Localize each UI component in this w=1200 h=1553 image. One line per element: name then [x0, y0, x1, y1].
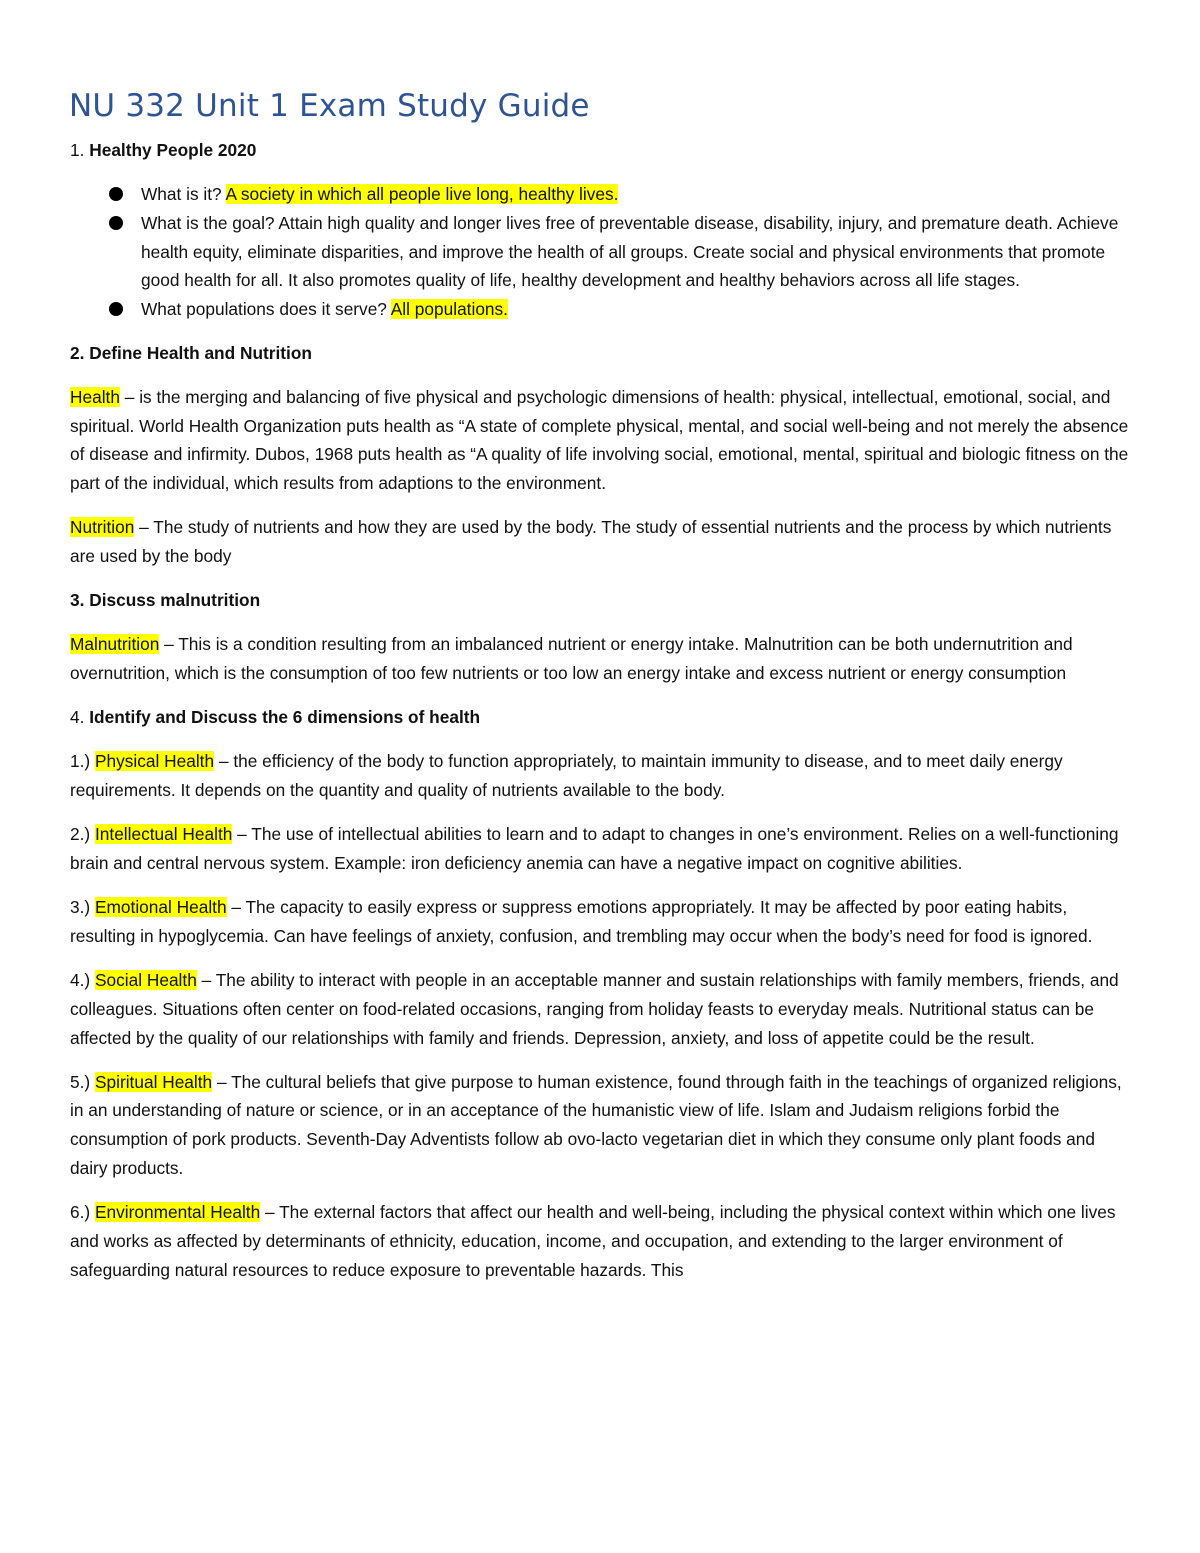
dimension-item: [70, 1198, 1135, 1284]
list-item: [70, 295, 1135, 324]
list-item: [70, 180, 1135, 209]
malnutrition-definition: [70, 630, 1135, 687]
question-text: What populations does it serve?: [141, 299, 387, 320]
dimension-number: 5.): [70, 1071, 91, 1092]
highlighted-term: Health: [70, 386, 120, 407]
highlighted-term: Environmental Health: [94, 1202, 261, 1223]
highlighted-term: Social Health: [94, 970, 197, 991]
section-1-title: Healthy People 2020: [89, 140, 257, 160]
dimension-number: 6.): [70, 1202, 91, 1223]
health-definition: [70, 383, 1135, 498]
highlighted-term: Spiritual Health: [94, 1071, 213, 1092]
section-3-heading: 3. Discuss malnutrition: [70, 590, 261, 611]
dimension-item: [70, 820, 1135, 877]
dimension-item: [70, 893, 1135, 950]
definition-text: – The ability to interact with people in an acceptable manner and sustain relationships with family members, friends, and colleagues. Situations often center on food-related occasions, ranging from holiday feasts to everyday meals. Nutritional status can be affected by the quality of our relationships with family and friends. Depression, anxiety, and loss of appetite could be the result.: [70, 970, 1119, 1048]
definition-text: – This is a condition resulting from an imbalanced nutrient or energy intake. Malnutrition can be both undernutrition and overnutrition, which is the consumption of too few nutrients or too low an energy intake and excess nutrient or energy consumption: [70, 634, 1073, 684]
highlighted-term: Nutrition: [70, 517, 135, 538]
definition-text: – The use of intellectual abilities to learn and to adapt to changes in one’s environment. Relies on a well-functioning brain and central nervous system. Example: iron deficiency anemia can have a negative impact on cognitive abilities.: [70, 824, 1119, 874]
section-2-heading: 2. Define Health and Nutrition: [70, 342, 312, 363]
document-body: [70, 136, 1135, 1300]
section-1-heading: [70, 136, 1135, 165]
definition-text: – The cultural beliefs that give purpose to human existence, found through faith in the teachings of organized religions, in an understanding of nature or science, or in an acceptance of the humanistic view of life. Islam and Judaism religions forbid the consumption of pork products. Seventh-Day Adventists follow ab ovo-lacto vegetarian diet in which they consume only plant foods and dairy products.: [70, 1071, 1122, 1178]
dimension-number: 4.): [70, 970, 91, 991]
section-1-number: 1.: [70, 140, 85, 160]
bullet-icon: [109, 187, 123, 201]
bullet-icon: [109, 302, 123, 316]
highlighted-term: Physical Health: [94, 751, 215, 772]
highlighted-answer: A society in which all people live long, healthy lives.: [225, 184, 619, 205]
definition-text: – The study of nutrients and how they are used by the body. The study of essential nutrients and the process by which nutrients are used by the body: [70, 517, 1112, 566]
healthy-people-list: [70, 180, 1135, 324]
dimension-number: 3.): [70, 897, 91, 918]
dimension-item: [70, 966, 1135, 1052]
question-text: What is the goal?: [141, 212, 275, 233]
dimension-number: 1.): [70, 751, 91, 772]
question-text: What is it?: [141, 184, 222, 205]
nutrition-definition: [70, 513, 1135, 570]
highlighted-term: Malnutrition: [70, 634, 160, 655]
section-4-number: 4.: [70, 707, 85, 728]
dimension-number: 2.): [70, 824, 91, 845]
section-4-title: Identify and Discuss the 6 dimensions of health: [89, 707, 481, 728]
highlighted-term: Intellectual Health: [94, 824, 233, 845]
definition-text: – is the merging and balancing of five physical and psychologic dimensions of health: physical, intellectual, emotional, social, and spiritual. World Health Organization puts health as “A state of complete physical, mental, and social well-being and not merely the absence of disease and infirmity. Dubos, 1968 puts health as “A quality of life involving social, emotional, mental, spiritual and biologic fitness on the part of the individual, which results from adaptions to the environment.: [70, 386, 1129, 494]
bullet-icon: [109, 216, 123, 230]
document-title: NU 332 Unit 1 Exam Study Guide: [69, 88, 590, 124]
section-4-heading: [70, 703, 1135, 732]
dimension-item: [70, 747, 1135, 804]
dimension-item: [70, 1068, 1135, 1183]
definition-text: – The external factors that affect our health and well-being, including the physical context within which one lives and works as affected by determinants of ethnicity, education, income, and occupation, and extending to the larger environment of safeguarding natural resources to reduce exposure to preventable hazards. This: [70, 1202, 1116, 1280]
answer-text: Attain high quality and longer lives free of preventable disease, disability, injury, and premature death. Achieve health equity, eliminate disparities, and improve the health of all groups. Create social and physical environments that promote good health for all. It also promotes quality of life, healthy development and healthy behaviors across all life stages.: [141, 212, 1119, 291]
highlighted-answer: All populations.: [390, 299, 508, 320]
list-item: [70, 209, 1135, 295]
definition-text: – the efficiency of the body to function appropriately, to maintain immunity to disease, and to meet daily energy requirements. It depends on the quantity and quality of nutrients available to the body.: [70, 751, 1063, 801]
definition-text: – The capacity to easily express or suppress emotions appropriately. It may be affected by poor eating habits, resulting in hypoglycemia. Can have feelings of anxiety, confusion, and trembling may occur when the body’s need for food is ignored.: [70, 897, 1093, 946]
highlighted-term: Emotional Health: [94, 897, 227, 918]
